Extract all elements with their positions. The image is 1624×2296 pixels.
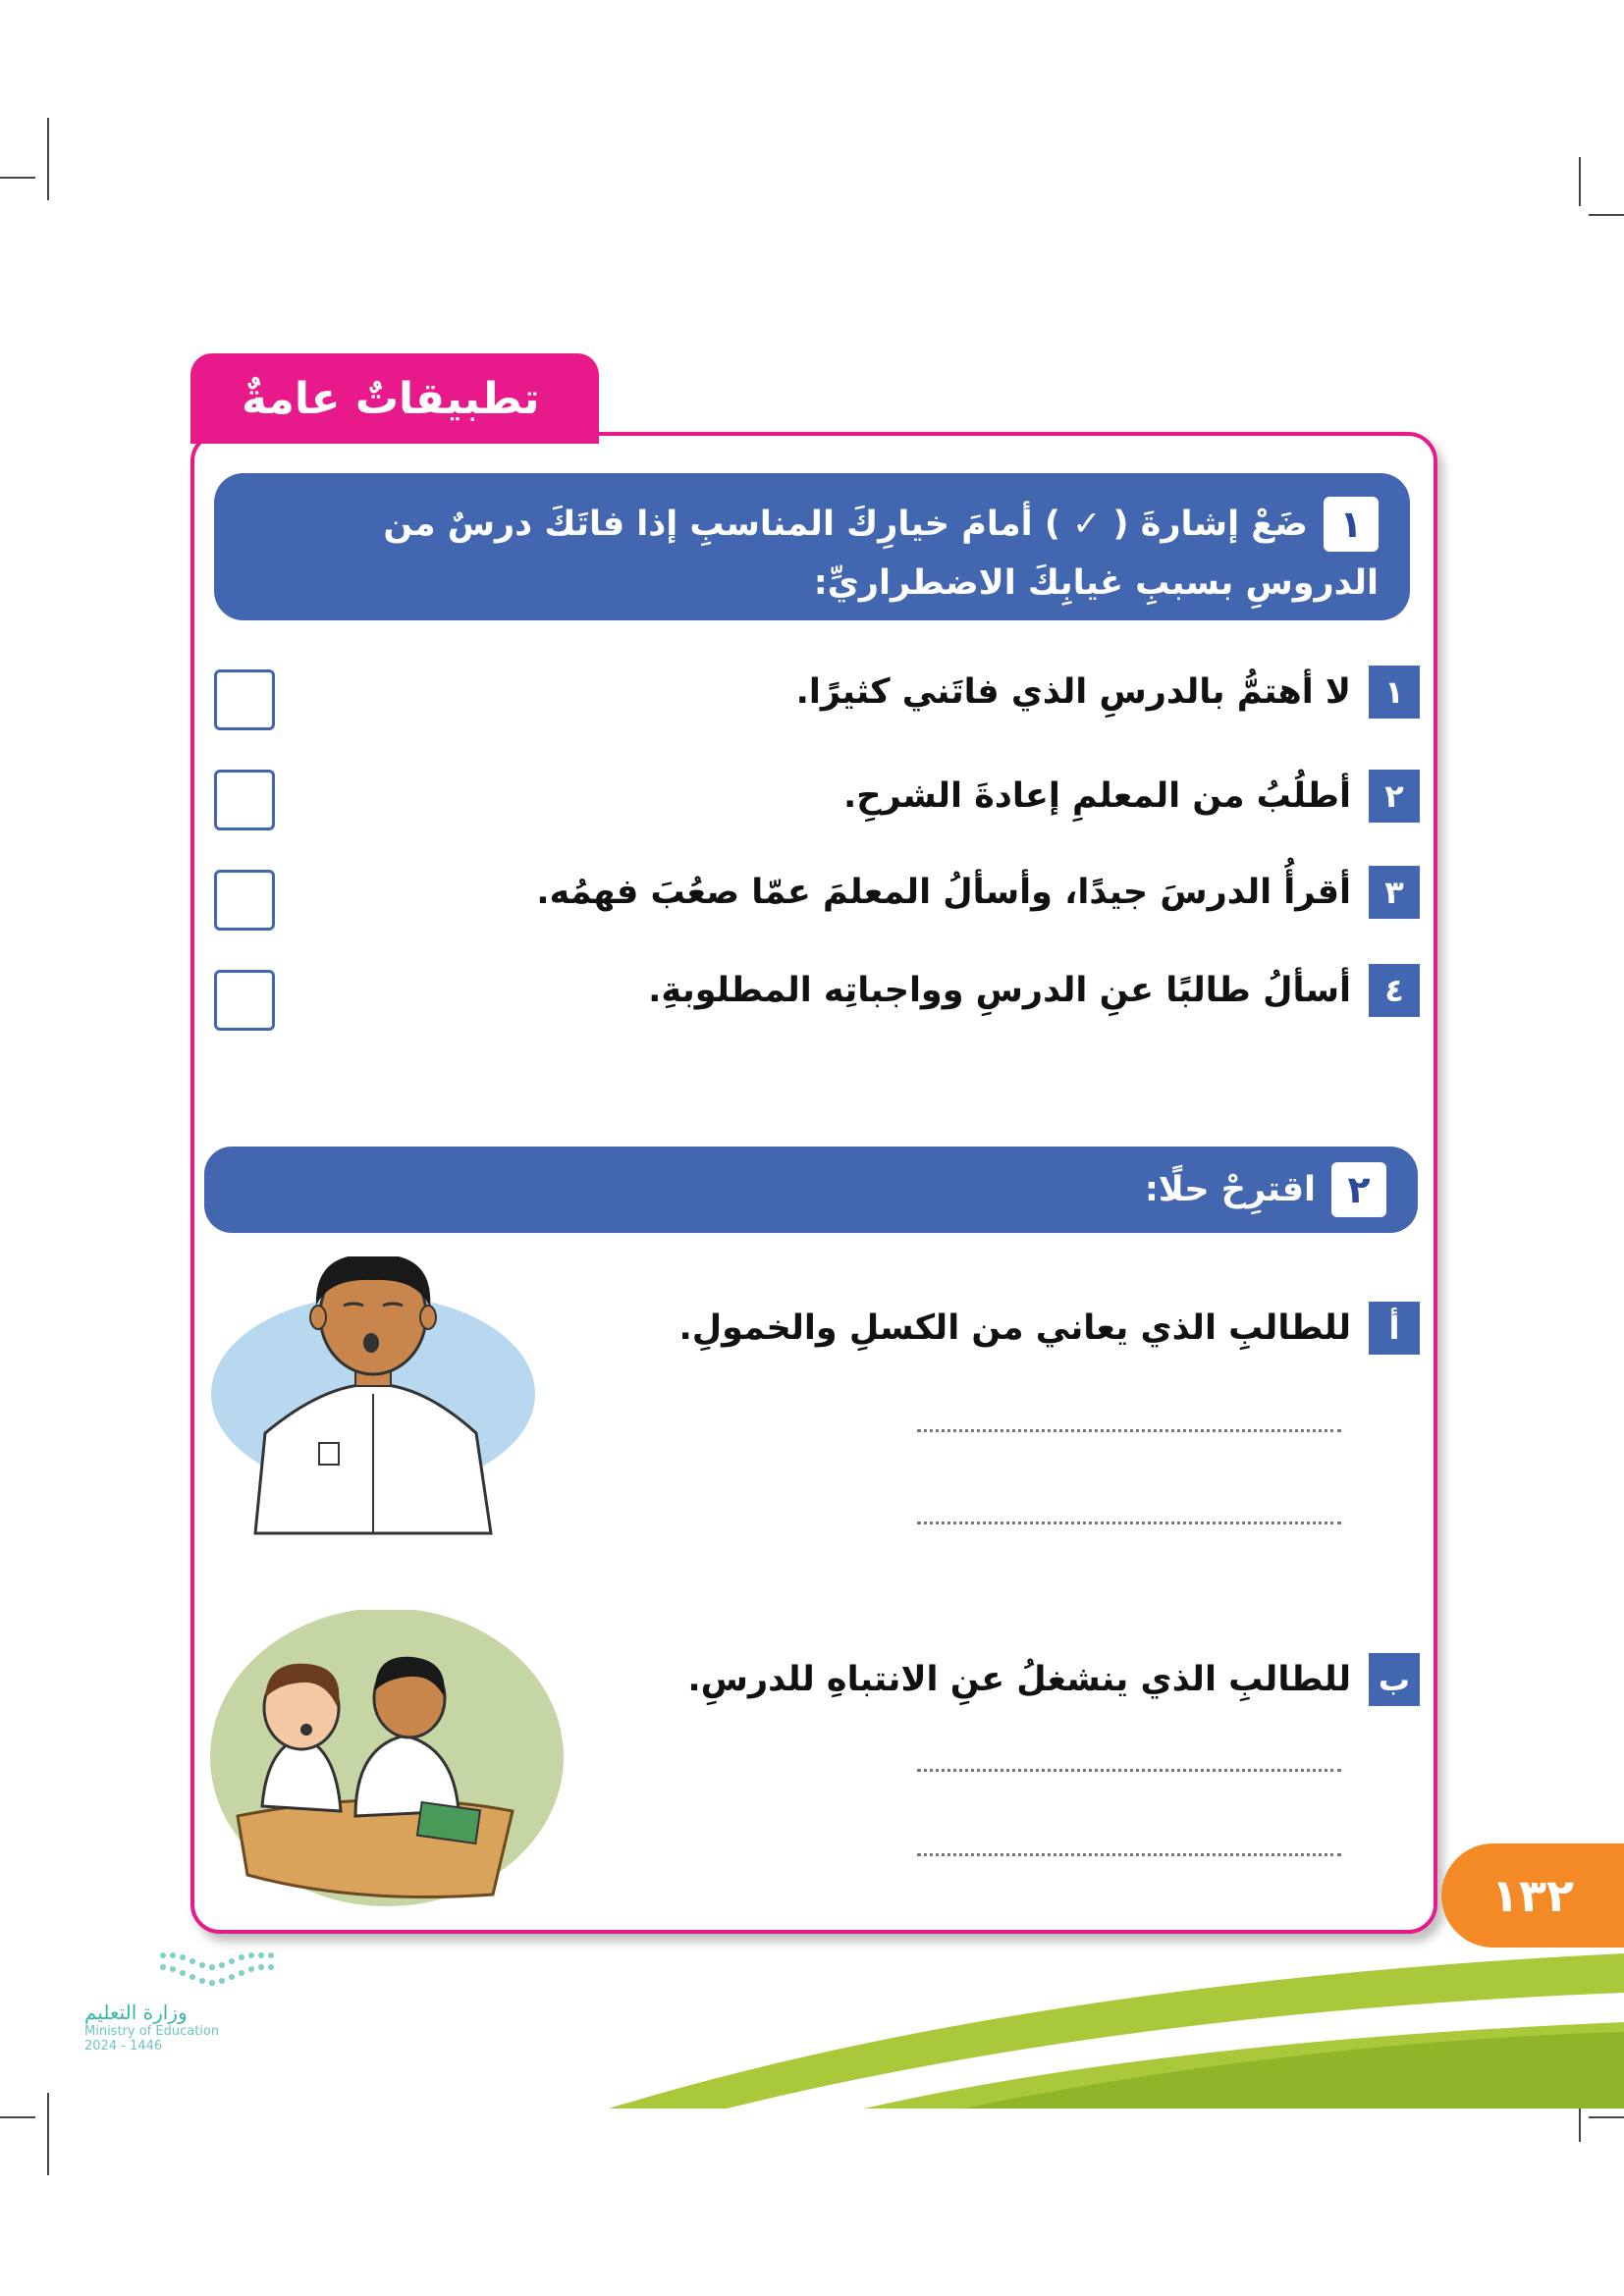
suggestion-item (687, 1653, 1420, 1706)
option-number: ٤ (1369, 964, 1420, 1017)
option-text: أقرأُ الدرسَ جيدًا، وأسألُ المعلمَ عمّا صعُبَ فهمُه. (536, 873, 1351, 912)
suggestion-item (678, 1302, 1420, 1355)
option-row (843, 770, 1420, 823)
students-at-desk-illustration (208, 1610, 566, 1910)
option-number: ٣ (1369, 866, 1420, 919)
option-row (648, 964, 1420, 1017)
crop-mark (47, 2093, 49, 2175)
option-text: لا أهتمُّ بالدرسِ الذي فاتَني كثيرًا. (795, 672, 1351, 712)
section-title: تطبيقاتٌ عامةٌ (242, 373, 540, 424)
item-text: للطالبِ الذي ينشغلُ عنِ الانتباهِ للدرسِ. (687, 1660, 1351, 1699)
crop-mark (0, 2116, 35, 2118)
question-2-number: ٢ (1331, 1162, 1386, 1217)
option-checkbox[interactable] (214, 669, 275, 730)
item-text: للطالبِ الذي يعاني من الكسلِ والخمولِ. (678, 1308, 1351, 1348)
logo-dots-icon (84, 1948, 291, 1997)
option-checkbox[interactable] (214, 770, 275, 830)
crop-mark (1579, 157, 1581, 206)
option-checkbox[interactable] (214, 870, 275, 931)
page-number: ١٣٢ (1441, 1843, 1624, 1948)
option-text: أسألُ طالبًا عنِ الدرسِ وواجباتِه المطلوبةِ. (648, 971, 1351, 1010)
answer-line[interactable] (917, 1429, 1341, 1432)
question-1-prompt: ضَعْ إشارةَ ( ✓ ) أمامَ خيارِكَ المناسبِ إذا فاتَكَ درسٌ من الدروسِ بسببِ غيابِكَ الاضطراريِّ: (383, 505, 1379, 603)
item-letter: ب (1369, 1653, 1420, 1706)
yawning-student-illustration (206, 1256, 540, 1541)
logo-arabic-text: وزارة التعليم (84, 2001, 188, 2024)
ministry-logo (84, 1948, 300, 2054)
question-2-prompt: اقترِحْ حلًا: (1144, 1170, 1316, 1209)
option-number: ٢ (1369, 770, 1420, 823)
crop-mark (1589, 214, 1624, 216)
crop-mark (47, 118, 49, 200)
question-1-banner (214, 473, 1410, 620)
item-letter: أ (1369, 1302, 1420, 1355)
logo-year-text: 2024 - 1446 (84, 2039, 163, 2054)
answer-line[interactable] (917, 1853, 1341, 1856)
decorative-swoosh (609, 1953, 1624, 2110)
answer-line[interactable] (917, 1769, 1341, 1772)
option-number: ١ (1369, 666, 1420, 719)
question-1-number: ١ (1324, 497, 1379, 552)
option-checkbox[interactable] (214, 970, 275, 1031)
logo-english-text: Ministry of Education (84, 2024, 220, 2039)
question-2-banner (204, 1147, 1418, 1233)
crop-mark (1589, 2116, 1624, 2118)
answer-line[interactable] (917, 1522, 1341, 1524)
section-tab (190, 353, 599, 444)
option-row (536, 866, 1420, 919)
option-row (796, 666, 1420, 719)
option-text: أطلُبُ من المعلمِ إعادةَ الشرحِ. (842, 776, 1351, 816)
crop-mark (0, 177, 35, 179)
